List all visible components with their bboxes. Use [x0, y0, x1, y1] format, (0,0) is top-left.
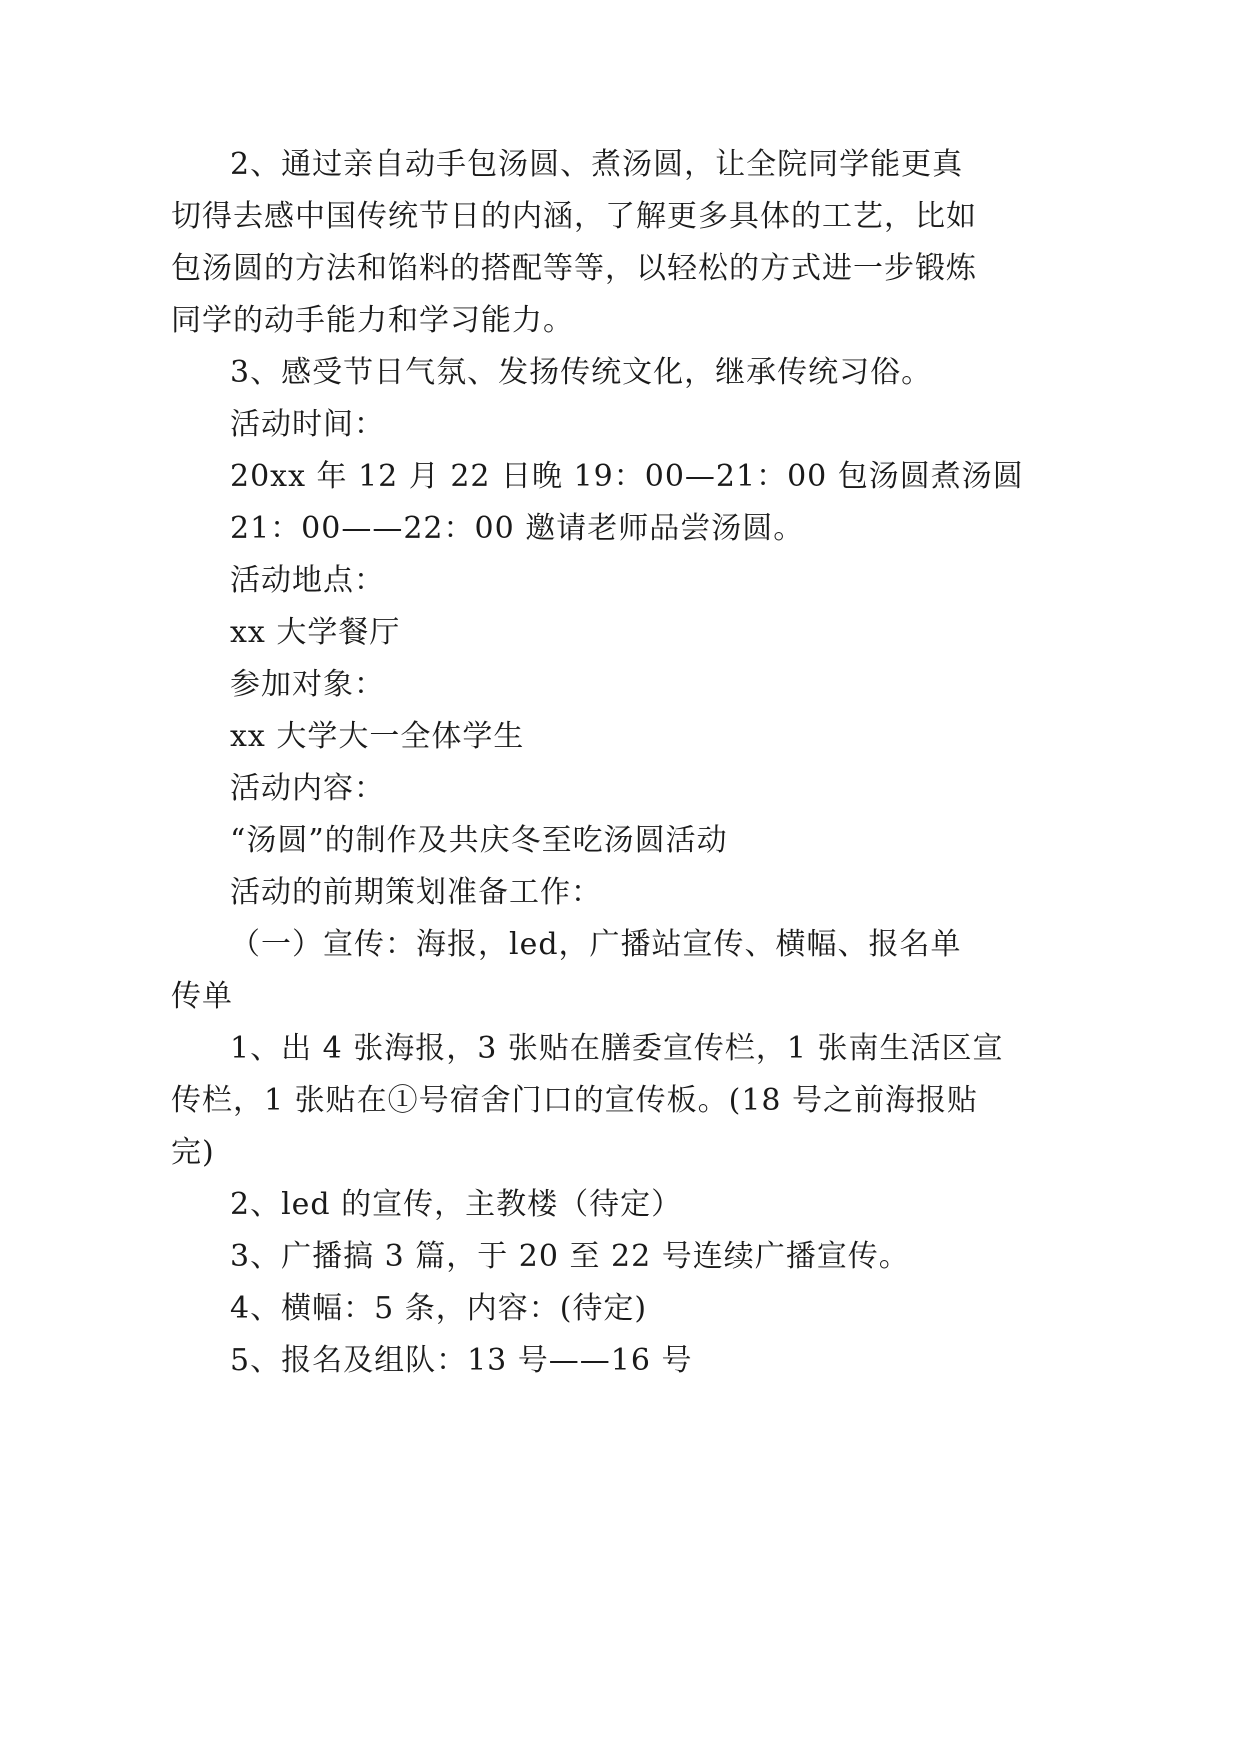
paragraph-line: 2、led 的宣传，主教楼（待定）	[230, 1187, 683, 1222]
section-heading: 活动的前期策划准备工作：	[230, 875, 602, 910]
paragraph-line: “汤圆”的制作及共庆冬至吃汤圆活动	[230, 823, 728, 858]
paragraph-line: （一）宣传：海报，led，广播站宣传、横幅、报名单	[230, 927, 962, 962]
paragraph-line: 5、报名及组队：13 号——16 号	[230, 1343, 693, 1378]
paragraph-line: 1、出 4 张海报，3 张贴在膳委宣传栏，1 张南生活区宣	[230, 1031, 1004, 1066]
section-heading: 活动内容：	[230, 771, 385, 806]
paragraph-line: 4、横幅：5 条，内容：(待定)	[230, 1291, 648, 1326]
paragraph-line: 2、通过亲自动手包汤圆、煮汤圆，让全院同学能更真	[230, 147, 964, 182]
paragraph-line: 完)	[171, 1135, 215, 1170]
paragraph-line: 同学的动手能力和学习能力。	[171, 303, 574, 338]
paragraph-line: 20xx 年 12 月 22 日晚 19：00—21：00 包汤圆煮汤圆	[230, 459, 1024, 494]
section-heading: 活动时间：	[230, 407, 385, 442]
section-heading: 参加对象：	[230, 667, 385, 702]
paragraph-line: 切得去感中国传统节日的内涵，了解更多具体的工艺，比如	[171, 199, 977, 234]
paragraph-line: 传栏，1 张贴在①号宿舍门口的宣传板。(18 号之前海报贴	[171, 1083, 979, 1118]
paragraph-line: 3、感受节日气氛、发扬传统文化，继承传统习俗。	[230, 355, 933, 390]
paragraph-line: 包汤圆的方法和馅料的搭配等等，以轻松的方式进一步锻炼	[171, 251, 977, 286]
paragraph-line: xx 大学大一全体学生	[230, 719, 525, 754]
section-heading: 活动地点：	[230, 563, 385, 598]
paragraph-line: 传单	[171, 979, 233, 1014]
paragraph-line: 3、广播搞 3 篇，于 20 至 22 号连续广播宣传。	[230, 1239, 910, 1274]
paragraph-line: 21：00——22：00 邀请老师品尝汤圆。	[230, 511, 805, 546]
paragraph-line: xx 大学餐厅	[230, 615, 401, 650]
